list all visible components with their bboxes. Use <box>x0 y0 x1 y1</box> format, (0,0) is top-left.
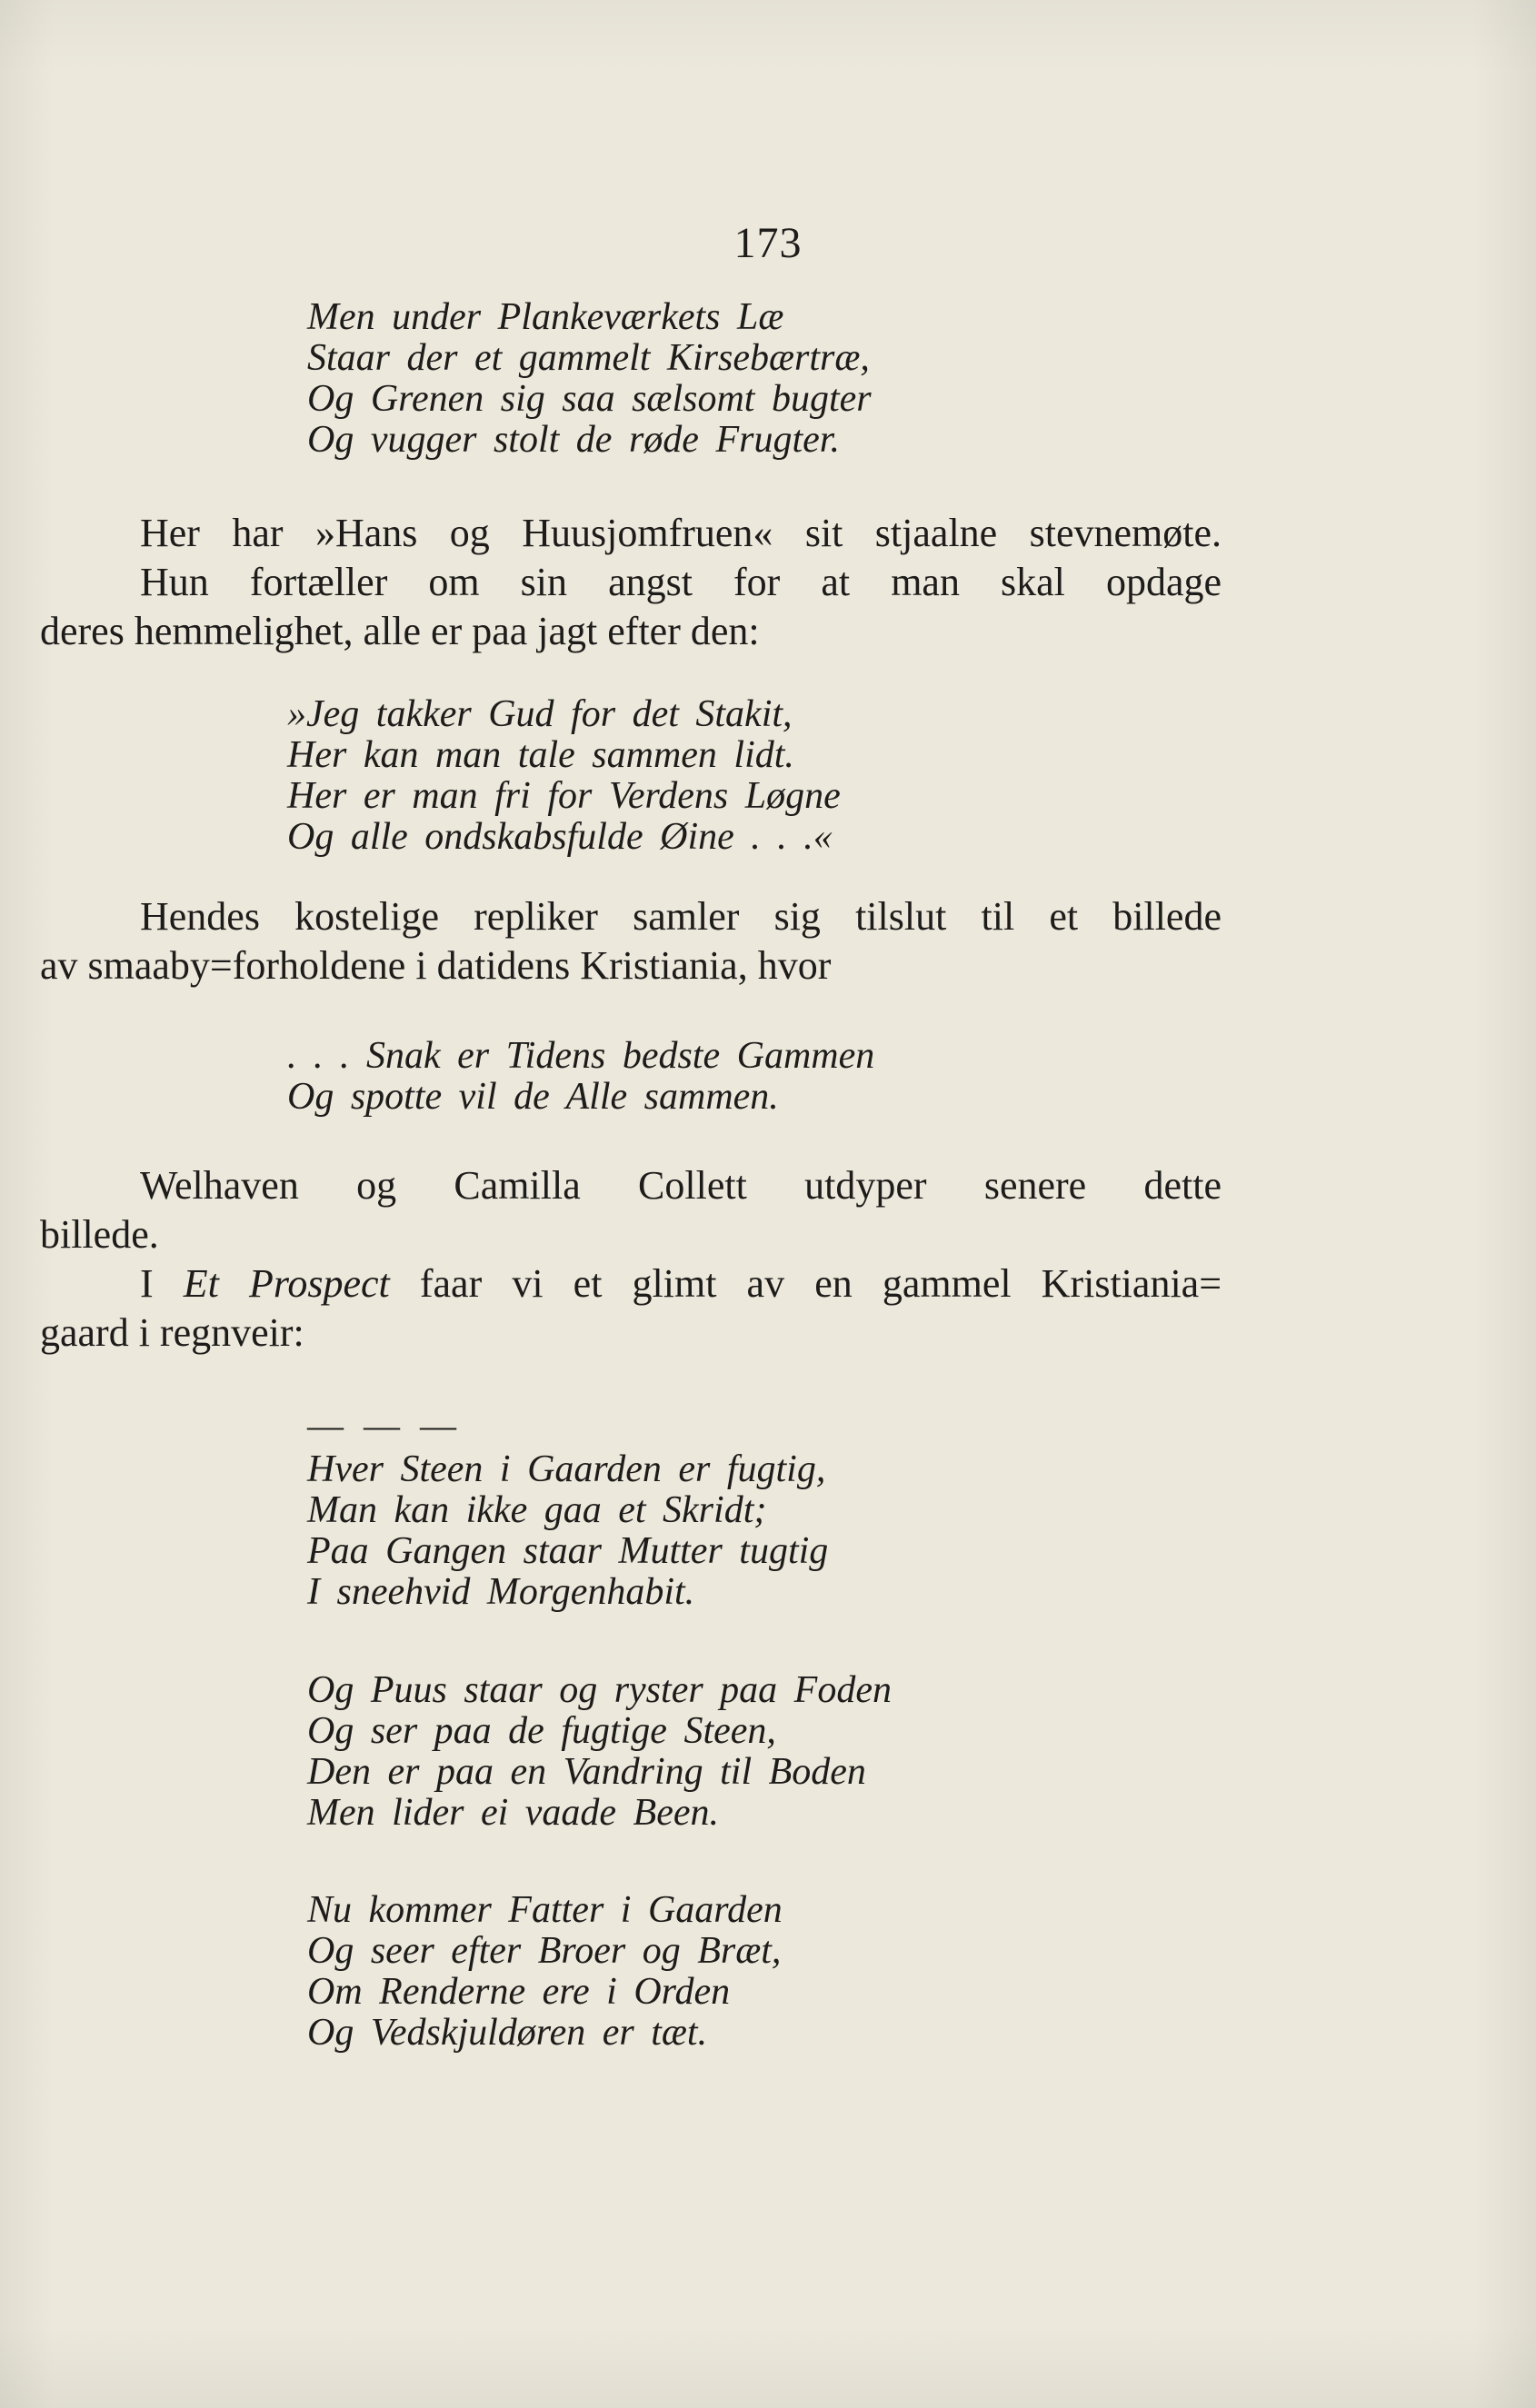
verse-stanza-5 <box>307 1670 892 1834</box>
verse-line: Om Renderne ere i Orden <box>307 1971 731 2013</box>
verse-line: Men lider ei vaade Been. <box>307 1792 719 1834</box>
page-number: 173 <box>733 219 803 267</box>
verse-line: Og Grenen sig saa sælsomt bugter <box>307 378 872 420</box>
verse-line: Staar der et gammelt Kirsebærtræ, <box>307 337 870 379</box>
verse-line: Men under Plankeværkets Læ <box>307 296 784 338</box>
paragraph-1 <box>40 509 1222 656</box>
verse-line: Og ser paa de fugtige Steen, <box>307 1710 776 1752</box>
paragraph-line: deres hemmelighet, alle er paa jagt efter den: <box>40 609 760 653</box>
paragraph-line: av smaaby=forholdene i datidens Kristiania, hvor <box>40 943 832 988</box>
verse-line: Hver Steen i Gaarden er fugtig, <box>307 1448 826 1490</box>
verse-line: »Jeg takker Gud for det Stakit, <box>287 693 793 735</box>
verse-line: Man kan ikke gaa et Skridt; <box>307 1489 767 1531</box>
verse-line: Paa Gangen staar Mutter tugtig <box>307 1530 829 1572</box>
section-dashes: — — — <box>307 1405 462 1446</box>
paragraph-line: gaard i regnveir: <box>40 1310 304 1355</box>
paragraph-3 <box>40 1161 1222 1358</box>
verse-line: Og spotte vil de Alle sammen. <box>287 1076 779 1118</box>
verse-line: Den er paa en Vandring til Boden <box>307 1751 866 1793</box>
verse-line: I sneehvid Morgenhabit. <box>307 1571 695 1613</box>
verse-line: Og alle ondskabsfulde Øine . . .« <box>287 816 833 858</box>
paragraph-line: Hendes kostelige repliker samler sig tilslut til et billede <box>140 894 1222 939</box>
paragraph-text: I <box>140 1261 184 1306</box>
verse-stanza-6 <box>307 1890 783 2054</box>
paragraph-line: Hun fortæller om sin angst for at man skal opdage <box>140 560 1222 604</box>
verse-line: Og Vedskjuldøren er tæt. <box>307 2012 708 2054</box>
paragraph-line: Her har »Hans og Huusjomfruen« sit stjaalne stevnemøte. <box>140 511 1222 555</box>
verse-stanza-4 <box>307 1449 828 1613</box>
paragraph-line: Welhaven og Camilla Collett utdyper senere dette <box>140 1163 1222 1208</box>
paragraph-2 <box>40 892 1222 990</box>
verse-line: . . . Snak er Tidens bedste Gammen <box>287 1035 875 1077</box>
paragraph-line <box>40 1259 1222 1308</box>
verse-line: Og seer efter Broer og Bræt, <box>307 1930 782 1972</box>
paragraph-line: billede. <box>40 1212 159 1257</box>
verse-line: Og Puus staar og ryster paa Foden <box>307 1669 892 1711</box>
verse-stanza-1 <box>307 297 872 461</box>
verse-line: Her er man fri for Verdens Løgne <box>287 775 841 817</box>
poem-title: Et Prospect <box>183 1261 390 1306</box>
verse-stanza-2 <box>287 694 841 858</box>
verse-stanza-3 <box>287 1036 874 1118</box>
verse-line: Og vugger stolt de røde Frugter. <box>307 419 840 461</box>
paragraph-text: faar vi et glimt av en gammel Kristiania= <box>389 1261 1222 1306</box>
verse-line: Nu kommer Fatter i Gaarden <box>307 1889 783 1931</box>
verse-line: Her kan man tale sammen lidt. <box>287 734 794 776</box>
